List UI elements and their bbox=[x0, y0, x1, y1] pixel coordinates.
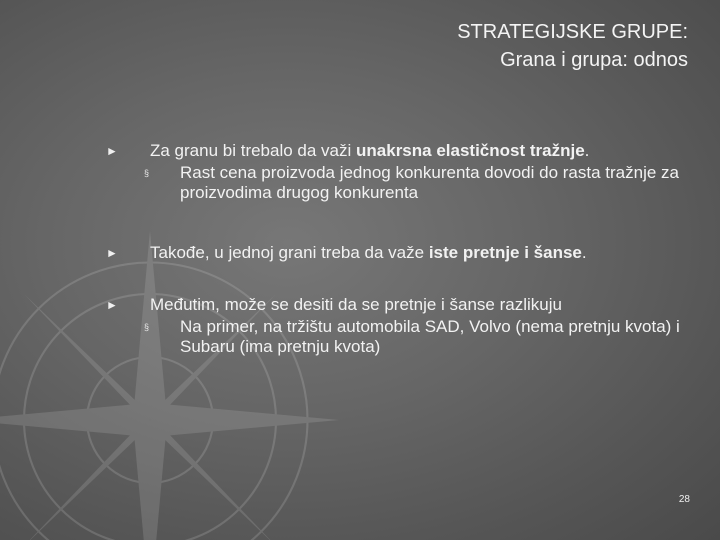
bullet-text bbox=[150, 294, 696, 316]
bullet-text-plain: Za granu bi trebalo da važi bbox=[150, 141, 357, 160]
bullet-text-end: . bbox=[581, 243, 587, 262]
triangle-bullet-icon: ► bbox=[106, 246, 118, 260]
sub-bullet-text: Na primer, na tržištu automobila SAD, Volvo (nema pretnju kvota) i Subaru (ima pretnju kvota) bbox=[180, 317, 680, 356]
bullet-text-plain: Takođe, u jednoj grani treba da važe bbox=[150, 243, 429, 262]
sub-bullet-text: Rast cena proizvoda jednog konkurenta dovodi do rasta tražnje za proizvodima drugog konkurenta bbox=[180, 163, 679, 202]
page-number: 28 bbox=[678, 494, 690, 505]
bullet-text-end: . bbox=[584, 141, 590, 160]
bullet-text bbox=[150, 140, 696, 162]
square-bullet-icon: § bbox=[144, 168, 150, 178]
bullet-item-same-threats bbox=[106, 242, 696, 264]
sub-bullet-item bbox=[144, 317, 690, 357]
triangle-bullet-icon: ► bbox=[106, 144, 118, 158]
bullet-item-different-threats bbox=[106, 294, 696, 357]
bullet-item-cross-elasticity bbox=[106, 140, 696, 203]
bullet-text-bold: unakrsna elastičnost tražnje bbox=[356, 141, 585, 160]
bullet-text bbox=[150, 242, 696, 264]
title-line-1: STRATEGIJSKE GRUPE: bbox=[457, 21, 688, 43]
bullet-text-plain: Međutim, može se desiti da se pretnje i šanse razlikuju bbox=[150, 295, 562, 314]
title-line-2: Grana i grupa: odnos bbox=[500, 49, 688, 71]
triangle-bullet-icon: ► bbox=[106, 298, 118, 312]
sub-bullet-item bbox=[144, 163, 690, 203]
bullet-text-bold: iste pretnje i šanse bbox=[428, 243, 582, 262]
slide-title bbox=[457, 18, 688, 74]
square-bullet-icon: § bbox=[144, 322, 150, 332]
